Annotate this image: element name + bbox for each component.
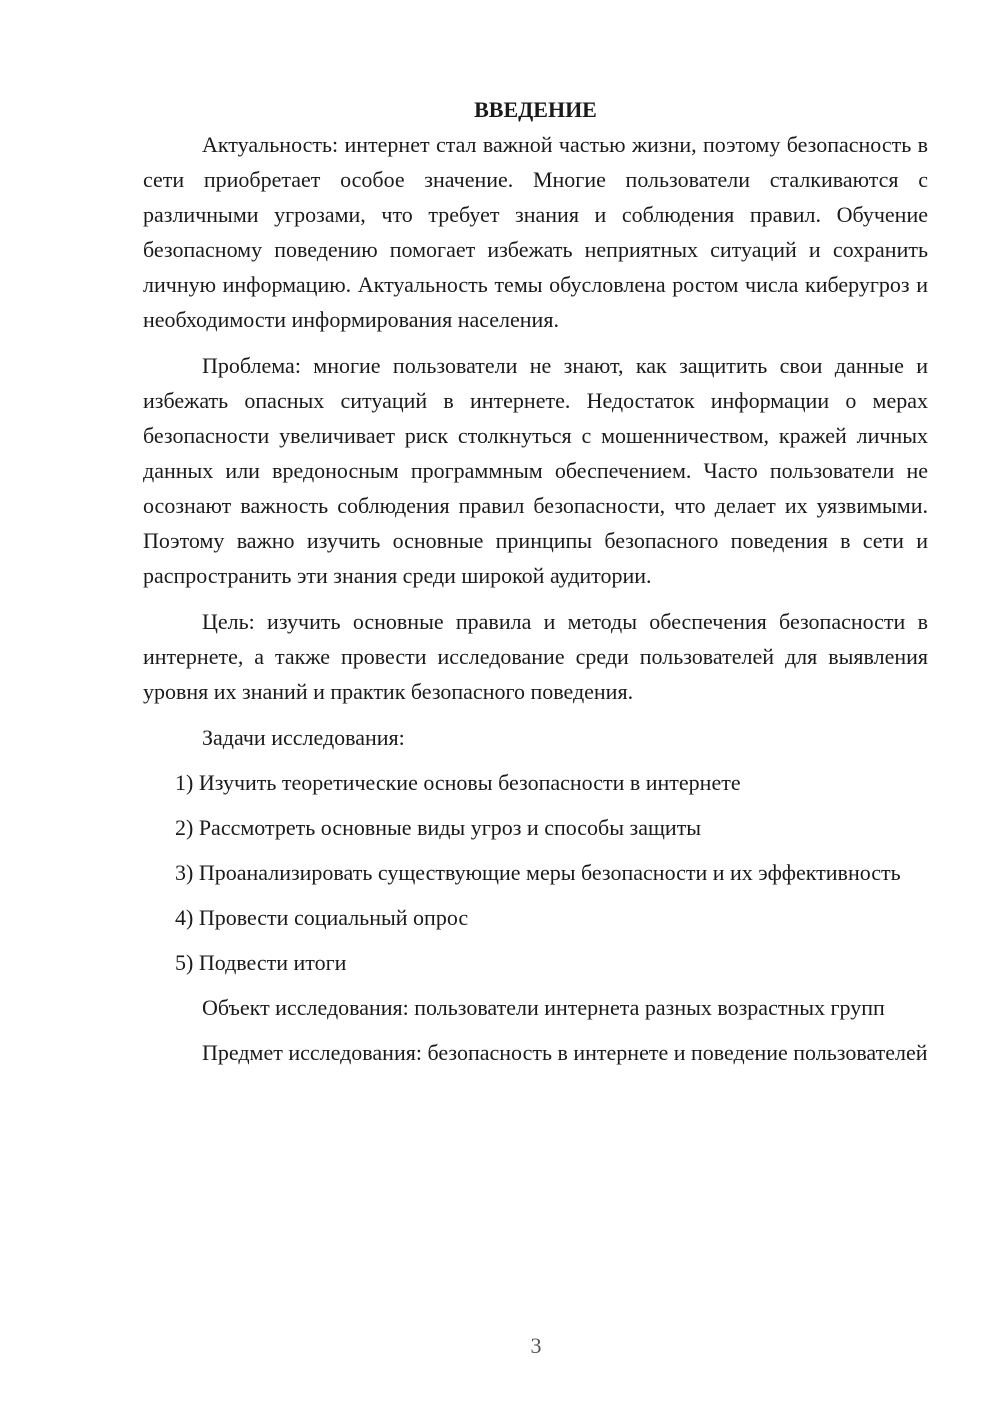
tasks-heading: Задачи исследования: (202, 725, 405, 750)
page-title: ВВЕДЕНИЕ (474, 97, 597, 122)
task-item-1: 1) Изучить теоретические основы безопасности в интернете (175, 770, 741, 795)
task-item-2: 2) Рассмотреть основные виды угроз и способы защиты (175, 815, 702, 840)
paragraph-problem: Проблема: многие пользователи не знают, как защитить свои данные и избежать опасных ситуаций в интернете. Недостаток информации о мерах безопасности увеличивает риск столкнуться с мошенничеством, кражей личных данных или вредоносным программным обеспечением. Часто пользователи не осознают важность соблюдения правил безопасности, что делает их уязвимыми. Поэтому важно изучить основные принципы безопасного поведения в сети и распространить эти знания среди широкой аудитории. (143, 353, 928, 588)
paragraph-object: Объект исследования: пользователи интернета разных возрастных групп (202, 995, 885, 1020)
paragraph-goal: Цель: изучить основные правила и методы обеспечения безопасности в интернете, а также провести исследование среди пользователей для выявления уровня их знаний и практик безопасного поведения. (143, 609, 928, 704)
task-item-3: 3) Проанализировать существующие меры безопасности и их эффективность (175, 860, 901, 885)
task-item-5: 5) Подвести итоги (175, 950, 347, 975)
page-number: 3 (530, 1333, 542, 1358)
document-page (143, 92, 928, 1070)
task-item-4: 4) Провести социальный опрос (175, 905, 469, 930)
paragraph-subject: Предмет исследования: безопасность в интернете и поведение пользователей (202, 1040, 928, 1065)
paragraph-relevance: Актуальность: интернет стал важной частью жизни, поэтому безопасность в сети приобретает особое значение. Многие пользователи сталкиваются с различными угрозами, что требует знания и соблюдения правил. Обучение безопасному поведению помогает избежать неприятных ситуаций и сохранить личную информацию. Актуальность темы обусловлена ростом числа киберугроз и необходимости информирования населения. (143, 132, 928, 332)
